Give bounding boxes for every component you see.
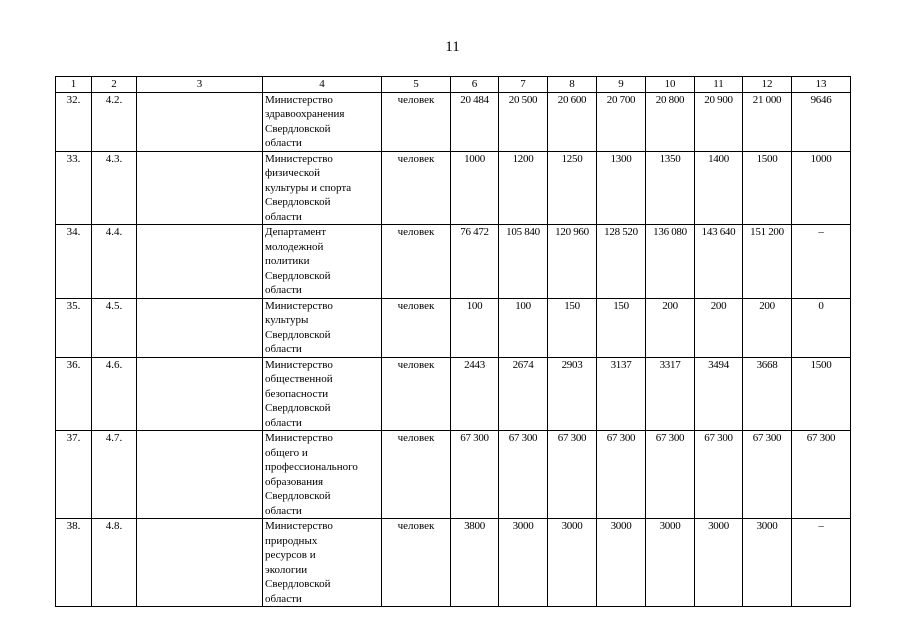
value-cell: 3000 (646, 519, 695, 607)
value-cell: 100 (451, 298, 499, 357)
organization-name-line: области (265, 284, 302, 296)
value-cell: 3317 (646, 357, 695, 431)
value-cell: 2903 (548, 357, 597, 431)
organization-name-line: ресурсов и (265, 549, 316, 561)
column-number-header: 10 (646, 77, 695, 93)
value-cell: 1000 (792, 151, 851, 225)
column-number-header: 6 (451, 77, 499, 93)
value-cell: 20 500 (499, 92, 548, 151)
organization-name-line: политики (265, 255, 310, 267)
value-cell: 100 (499, 298, 548, 357)
organization-name-line: экологии (265, 563, 308, 576)
row-number-cell: 36. (56, 357, 92, 431)
organization-name-line: Департамент (265, 226, 327, 238)
column-number-header: 3 (137, 77, 263, 93)
value-cell: 105 840 (499, 225, 548, 299)
value-cell: 2443 (451, 357, 499, 431)
organization-name-line: общего и (265, 446, 308, 459)
organization-name-line: физической (265, 167, 320, 179)
value-cell: 3000 (597, 519, 646, 607)
row-number-cell: 32. (56, 92, 92, 151)
value-cell: 20 484 (451, 92, 499, 151)
unit-cell: человек (382, 357, 451, 431)
organization-name-line: области (265, 592, 302, 605)
organization-name-line: профессионального (265, 461, 358, 473)
organization-name-line: Свердловской (265, 490, 331, 502)
unit-cell: человек (382, 151, 451, 225)
value-cell: 3000 (499, 519, 548, 607)
table-row (56, 431, 851, 519)
value-cell: 151 200 (743, 225, 792, 299)
organization-name-line: здравоохранения (265, 108, 345, 120)
organization-name-line: Министерство (265, 152, 333, 165)
organization-name-cell (263, 225, 382, 299)
row-number-cell: 34. (56, 225, 92, 299)
unit-cell: человек (382, 519, 451, 607)
item-code-cell: 4.6. (92, 357, 137, 431)
empty-cell (137, 519, 263, 607)
item-code-cell: 4.3. (92, 151, 137, 225)
organization-name-line: области (265, 137, 302, 149)
empty-cell (137, 298, 263, 357)
value-cell: 1300 (597, 151, 646, 225)
organization-name-cell (263, 151, 382, 225)
value-cell: 143 640 (695, 225, 743, 299)
column-number-header: 8 (548, 77, 597, 93)
value-cell: 2674 (499, 357, 548, 431)
unit-cell: человек (382, 298, 451, 357)
value-cell: 67 300 (743, 431, 792, 519)
value-cell: 1250 (548, 151, 597, 225)
value-cell: 67 300 (646, 431, 695, 519)
unit-cell: человек (382, 431, 451, 519)
header-row (56, 77, 851, 93)
empty-cell (137, 357, 263, 431)
organization-name-line: культуры (265, 314, 309, 326)
organization-name-line: Свердловской (265, 328, 331, 341)
empty-cell (137, 92, 263, 151)
value-cell: 1000 (451, 151, 499, 225)
organization-name-line: области (265, 343, 302, 355)
organization-name-line: Министерство (265, 432, 333, 444)
value-cell: 0 (792, 298, 851, 357)
item-code-cell: 4.5. (92, 298, 137, 357)
organization-name-line: области (265, 504, 302, 517)
row-number-cell: 33. (56, 151, 92, 225)
organization-name-line: образования (265, 475, 324, 488)
column-number-header: 5 (382, 77, 451, 93)
column-number-header: 12 (743, 77, 792, 93)
row-number-cell: 37. (56, 431, 92, 519)
table-row (56, 225, 851, 299)
table-row (56, 92, 851, 151)
value-cell: 136 080 (646, 225, 695, 299)
value-cell: 67 300 (597, 431, 646, 519)
value-cell: – (792, 519, 851, 607)
table-row (56, 519, 851, 607)
value-cell: 67 300 (695, 431, 743, 519)
value-cell: 67 300 (451, 431, 499, 519)
organization-name-cell (263, 519, 382, 607)
value-cell: 20 600 (548, 92, 597, 151)
organization-name-cell (263, 357, 382, 431)
unit-cell: человек (382, 92, 451, 151)
value-cell: 200 (743, 298, 792, 357)
organization-name-cell (263, 431, 382, 519)
organization-name-line: Министерство (265, 520, 333, 532)
value-cell: 76 472 (451, 225, 499, 299)
organization-name-line: области (265, 210, 302, 223)
value-cell: 3800 (451, 519, 499, 607)
organization-name-line: природных (265, 534, 318, 547)
organization-name-line: молодежной (265, 240, 324, 253)
organization-name-line: культуры и спорта (265, 181, 352, 194)
column-number-header: 9 (597, 77, 646, 93)
column-number-header: 11 (695, 77, 743, 93)
item-code-cell: 4.7. (92, 431, 137, 519)
value-cell: 20 800 (646, 92, 695, 151)
column-number-header: 2 (92, 77, 137, 93)
empty-cell (137, 431, 263, 519)
value-cell: 9646 (792, 92, 851, 151)
value-cell: 120 960 (548, 225, 597, 299)
value-cell: 150 (597, 298, 646, 357)
column-number-header: 13 (792, 77, 851, 93)
row-number-cell: 38. (56, 519, 92, 607)
value-cell: 128 520 (597, 225, 646, 299)
organization-name-line: Свердловской (265, 578, 331, 590)
organization-name-line: Свердловской (265, 402, 331, 414)
organization-name-cell (263, 92, 382, 151)
row-number-cell: 35. (56, 298, 92, 357)
item-code-cell: 4.8. (92, 519, 137, 607)
value-cell: 67 300 (548, 431, 597, 519)
value-cell: 3494 (695, 357, 743, 431)
value-cell: 1350 (646, 151, 695, 225)
table-header (56, 77, 851, 93)
value-cell: 200 (646, 298, 695, 357)
value-cell: 3137 (597, 357, 646, 431)
value-cell: 1200 (499, 151, 548, 225)
value-cell: 150 (548, 298, 597, 357)
organization-name-line: Свердловской (265, 196, 331, 208)
data-table (55, 76, 851, 607)
organization-name-line: общественной (265, 373, 333, 385)
organization-name-line: Министерство (265, 299, 333, 312)
value-cell: 1500 (743, 151, 792, 225)
organization-name-line: области (265, 416, 302, 429)
value-cell: – (792, 225, 851, 299)
empty-cell (137, 151, 263, 225)
column-number-header: 1 (56, 77, 92, 93)
table-row (56, 357, 851, 431)
value-cell: 3000 (548, 519, 597, 607)
value-cell: 3000 (743, 519, 792, 607)
item-code-cell: 4.4. (92, 225, 137, 299)
value-cell: 20 900 (695, 92, 743, 151)
empty-cell (137, 225, 263, 299)
table-row (56, 298, 851, 357)
value-cell: 21 000 (743, 92, 792, 151)
value-cell: 3000 (695, 519, 743, 607)
value-cell: 200 (695, 298, 743, 357)
value-cell: 67 300 (792, 431, 851, 519)
organization-name-line: Свердловской (265, 122, 331, 135)
organization-name-line: Свердловской (265, 269, 331, 282)
organization-name-line: Министерство (265, 93, 333, 106)
table-row (56, 151, 851, 225)
organization-name-cell (263, 298, 382, 357)
unit-cell: человек (382, 225, 451, 299)
value-cell: 20 700 (597, 92, 646, 151)
value-cell: 67 300 (499, 431, 548, 519)
item-code-cell: 4.2. (92, 92, 137, 151)
page-number: 11 (445, 39, 460, 55)
column-number-header: 4 (263, 77, 382, 93)
value-cell: 1500 (792, 357, 851, 431)
table-body (56, 92, 851, 607)
value-cell: 3668 (743, 357, 792, 431)
value-cell: 1400 (695, 151, 743, 225)
organization-name-line: Министерство (265, 358, 333, 371)
column-number-header: 7 (499, 77, 548, 93)
organization-name-line: безопасности (265, 387, 329, 400)
